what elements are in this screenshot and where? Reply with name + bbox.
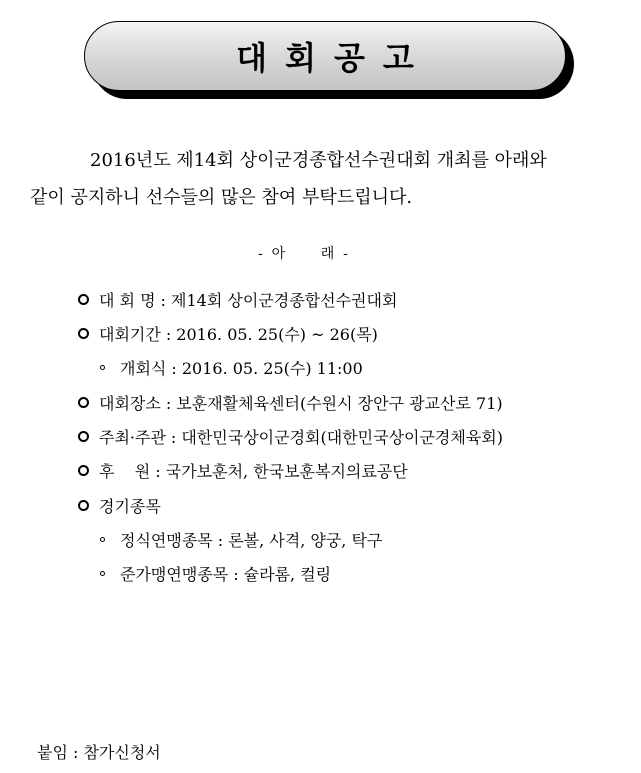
item-value: : 2016. 05. 25(수) ~ 26(목) bbox=[165, 324, 378, 344]
item-event-period bbox=[78, 322, 378, 344]
item-value: : 보훈재활체육센터(수원시 장안구 광교산로 71) bbox=[165, 393, 503, 413]
bullet-circle-icon bbox=[78, 294, 89, 305]
bullet-dot-icon bbox=[100, 537, 105, 542]
subitem-value: : 2016. 05. 25(수) 11:00 bbox=[171, 358, 363, 378]
item-label: 주최·주관 bbox=[99, 427, 166, 447]
item-venue bbox=[78, 391, 503, 413]
bullet-circle-icon bbox=[78, 397, 89, 408]
attachment-note: 붙임 : 참가신청서 bbox=[37, 743, 161, 762]
title-banner bbox=[84, 21, 566, 91]
item-label: 경기종목 bbox=[99, 496, 161, 516]
item-label: 후 원 bbox=[99, 461, 151, 481]
subitem-label: 준가맹연맹종목 bbox=[120, 564, 229, 584]
item-event-name bbox=[78, 288, 397, 310]
intro-line-2: 같이 공지하니 선수들의 많은 참여 부탁드립니다. bbox=[30, 187, 413, 208]
item-value: : 제14회 상이군경종합선수권대회 bbox=[160, 290, 398, 310]
bullet-circle-icon bbox=[78, 500, 89, 511]
subitem-value: : 슐라롬, 컬링 bbox=[233, 564, 332, 584]
subitem-official-sports bbox=[100, 528, 382, 550]
page-title: 대회공고 bbox=[236, 39, 432, 77]
subitem-opening-ceremony bbox=[100, 356, 363, 378]
subitem-label: 개회식 bbox=[120, 358, 167, 378]
subitem-associate-sports bbox=[100, 562, 331, 584]
bullet-dot-icon bbox=[100, 571, 105, 576]
intro-line-1: 2016년도 제14회 상이군경종합선수권대회 개최를 아래와 bbox=[90, 150, 547, 171]
bullet-dot-icon bbox=[100, 365, 105, 370]
bullet-circle-icon bbox=[78, 328, 89, 339]
subitem-value: : 론볼, 사격, 양궁, 탁구 bbox=[217, 530, 383, 550]
item-value: : 대한민국상이군경회(대한민국상이군경체육회) bbox=[170, 427, 504, 447]
bullet-circle-icon bbox=[78, 431, 89, 442]
item-value: : 국가보훈처, 한국보훈복지의료공단 bbox=[155, 461, 408, 481]
section-heading-ahrae: - 아 래 - bbox=[258, 246, 348, 262]
item-organizer bbox=[78, 425, 503, 447]
subitem-label: 정식연맹종목 bbox=[120, 530, 213, 550]
bullet-circle-icon bbox=[78, 465, 89, 476]
item-sponsor bbox=[78, 459, 408, 481]
item-label: 대회기간 bbox=[99, 324, 161, 344]
item-sports bbox=[78, 494, 161, 516]
intro-paragraph bbox=[30, 142, 630, 216]
item-label: 대회장소 bbox=[99, 393, 161, 413]
item-label: 대 회 명 bbox=[99, 290, 156, 310]
